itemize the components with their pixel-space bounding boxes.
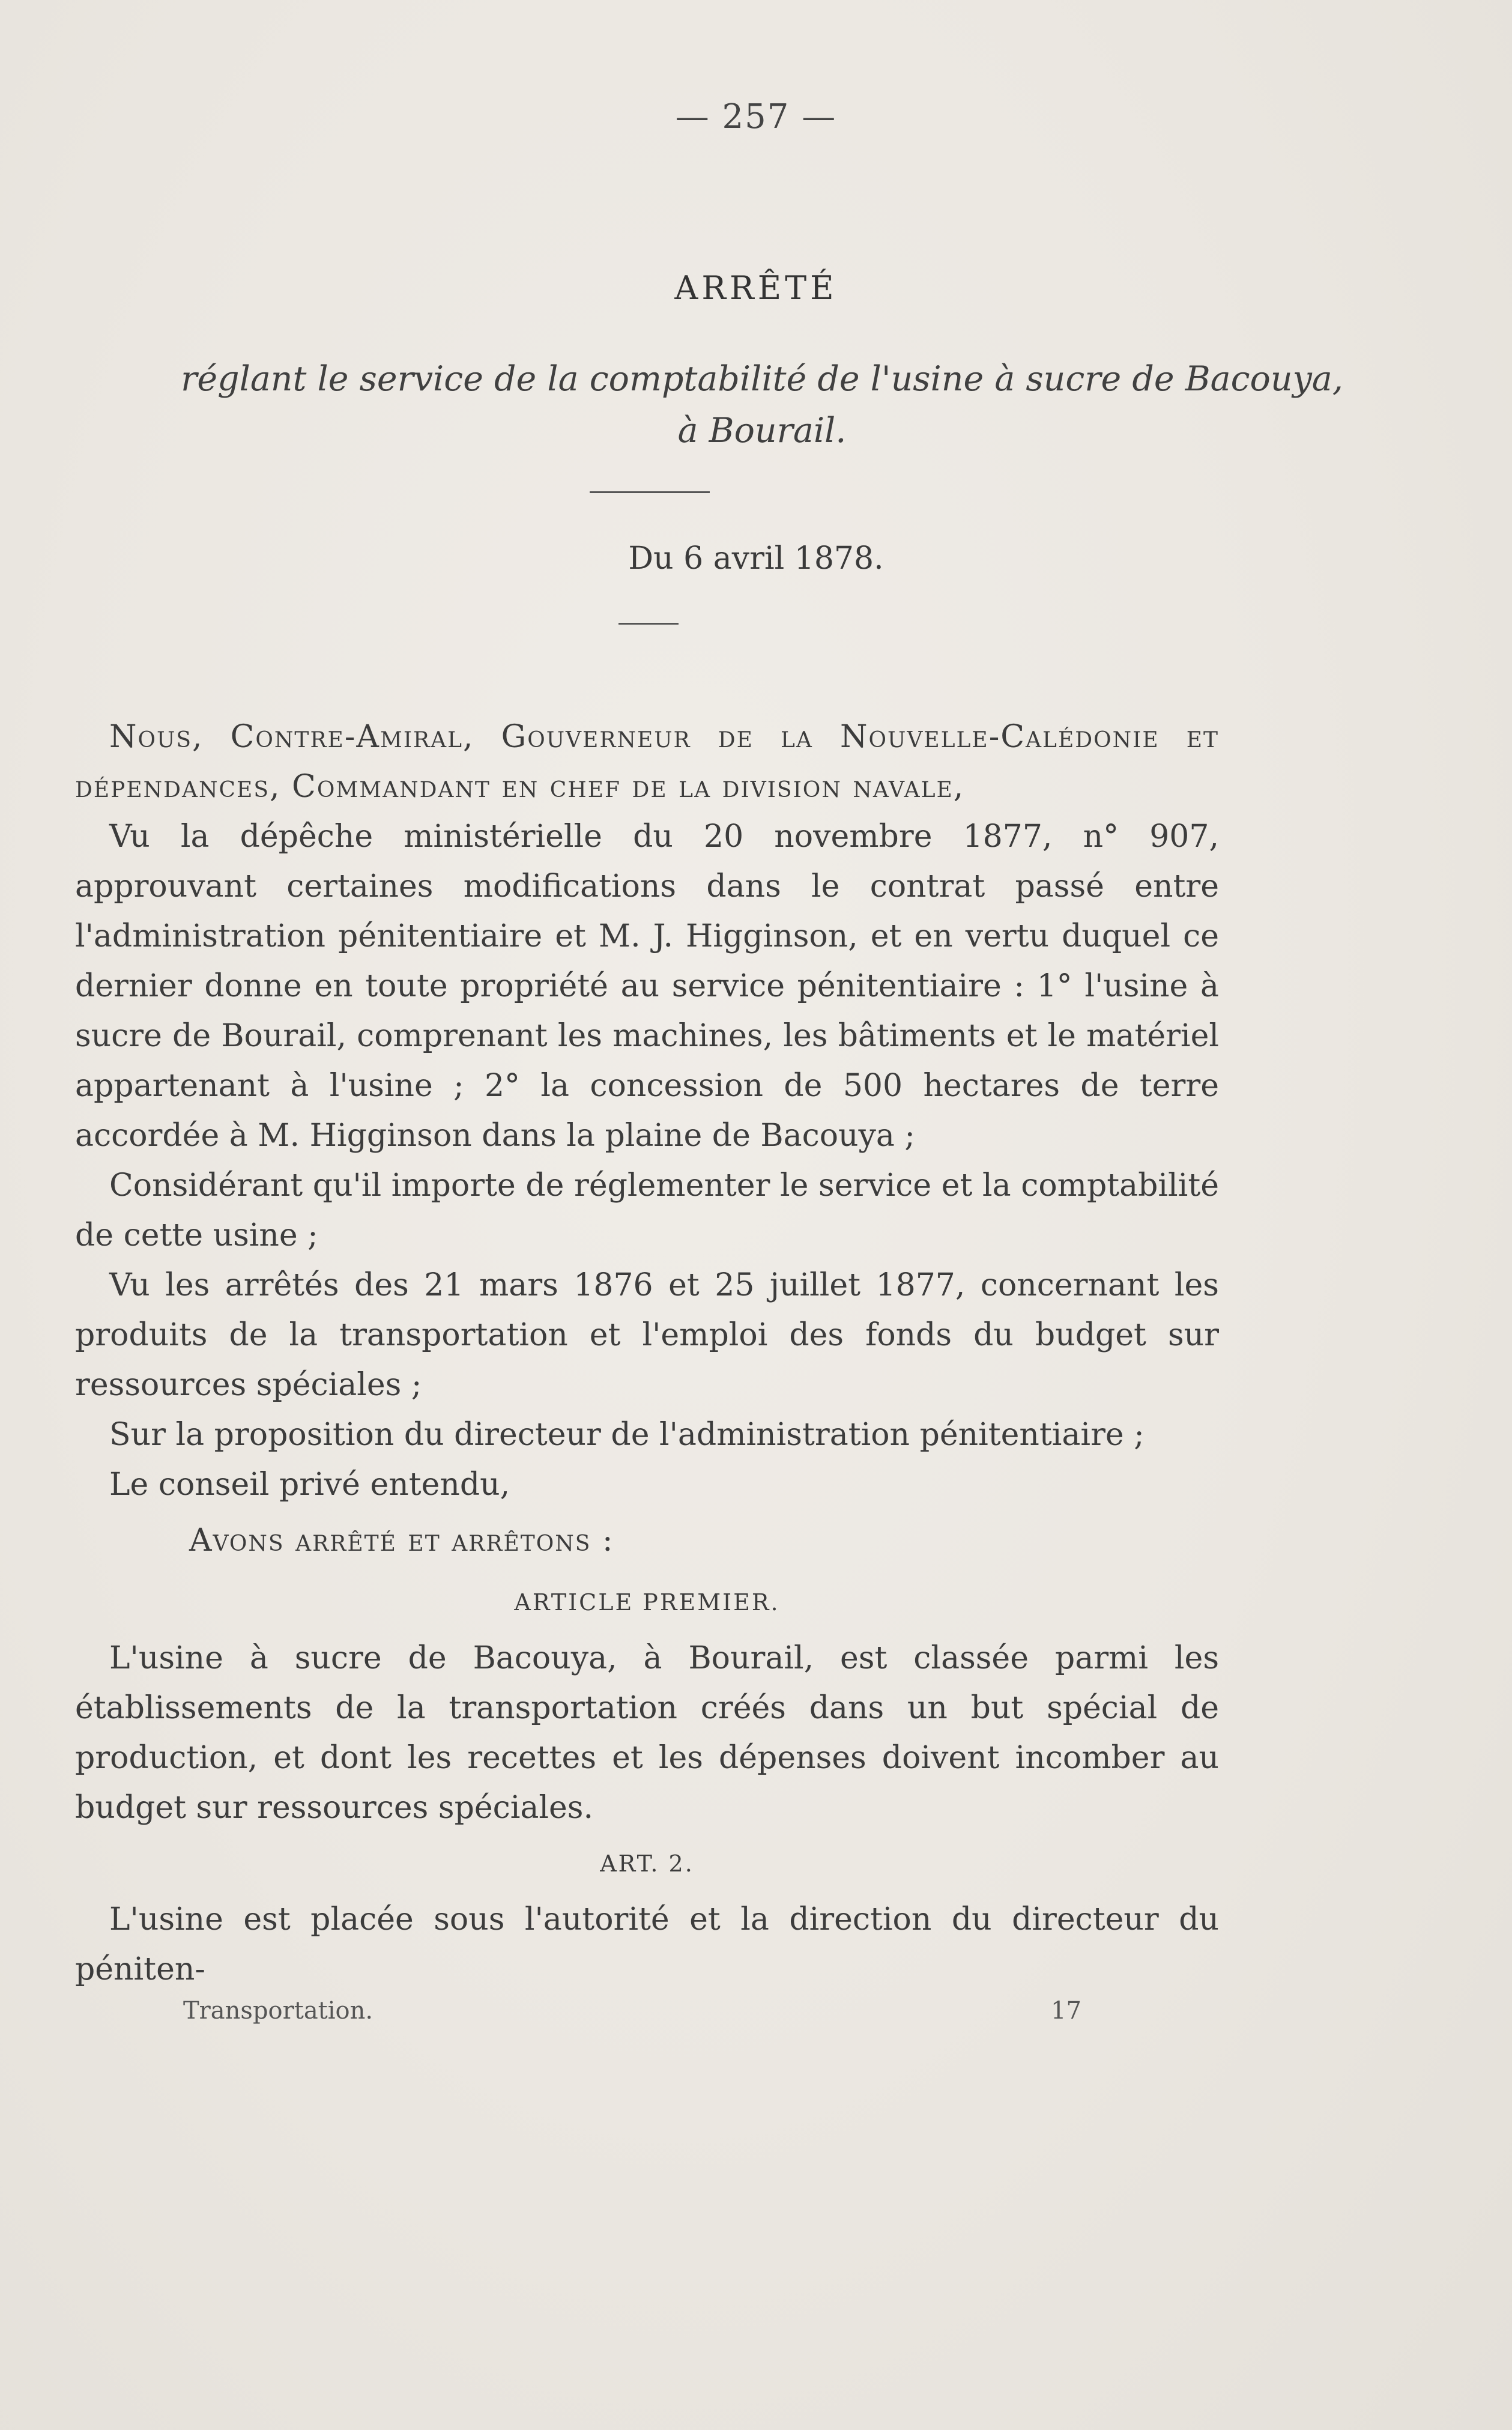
title-divider bbox=[590, 491, 710, 493]
footer-signature-right: 17 bbox=[1051, 1997, 1081, 2025]
paragraph-arretes: Vu les arrêtés des 21 mars 1876 et 25 juillet 1877, concernant les produits de la transportation et l'emploi des fonds du budget sur ressources spéciales ; bbox=[75, 1267, 1219, 1403]
article-2-text: L'usine est placée sous l'autorité et la direction du directeur du péniten- bbox=[75, 1901, 1219, 1987]
document-subtitle bbox=[96, 353, 1428, 456]
paragraph-considerant: Considérant qu'il importe de réglementer le service et la comptabilité de cette usine ; bbox=[75, 1168, 1219, 1253]
article-2-heading: ART. 2. bbox=[600, 1850, 694, 1877]
page-number: — 257 — bbox=[675, 97, 837, 136]
preamble: Nous, Contre-Amiral, Gouverneur de la Nouvelle-Calédonie et dépendances, Commandant en chef de la division navale, bbox=[75, 719, 1220, 805]
decree-date: Du 6 avril 1878. bbox=[628, 541, 884, 577]
decree-formula: Avons arrêté et arrêtons : bbox=[189, 1523, 614, 1559]
footer-signature-left: Transportation. bbox=[183, 1997, 373, 2025]
article-1-heading: ARTICLE PREMIER. bbox=[514, 1589, 780, 1616]
document-body bbox=[75, 712, 1219, 1995]
document-title: ARRÊTÉ bbox=[674, 269, 838, 307]
paragraph-depeche: Vu la dépêche ministérielle du 20 novembre 1877, n° 907, approuvant certaines modifications dans le contrat passé entre l'administration pénitentiaire et M. J. Higginson, et en vertu duquel ce dernier donne en toute propriété au service pénitentiaire : 1° l'usine à sucre de Bourail, comprenant les machines, les bâtiments et le matériel appartenant à l'usine ; 2° la concession de 500 hectares de terre accordée à M. Higginson dans la plaine de Bacouya ; bbox=[75, 819, 1219, 1154]
article-1-text: L'usine à sucre de Bacouya, à Bourail, est classée parmi les établissements de la transportation créés dans un but spécial de production, et dont les recettes et les dépenses doivent incomber au budget sur ressources spéciales. bbox=[75, 1640, 1219, 1826]
paragraph-proposition: Sur la proposition du directeur de l'administration pénitentiaire ; bbox=[109, 1417, 1145, 1453]
date-divider bbox=[618, 623, 679, 625]
subtitle-line-2: à Bourail. bbox=[677, 411, 847, 450]
subtitle-line-1: réglant le service de la comptabilité de l'usine à sucre de Bacouya, bbox=[181, 359, 1343, 399]
paragraph-conseil: Le conseil privé entendu, bbox=[109, 1467, 510, 1503]
